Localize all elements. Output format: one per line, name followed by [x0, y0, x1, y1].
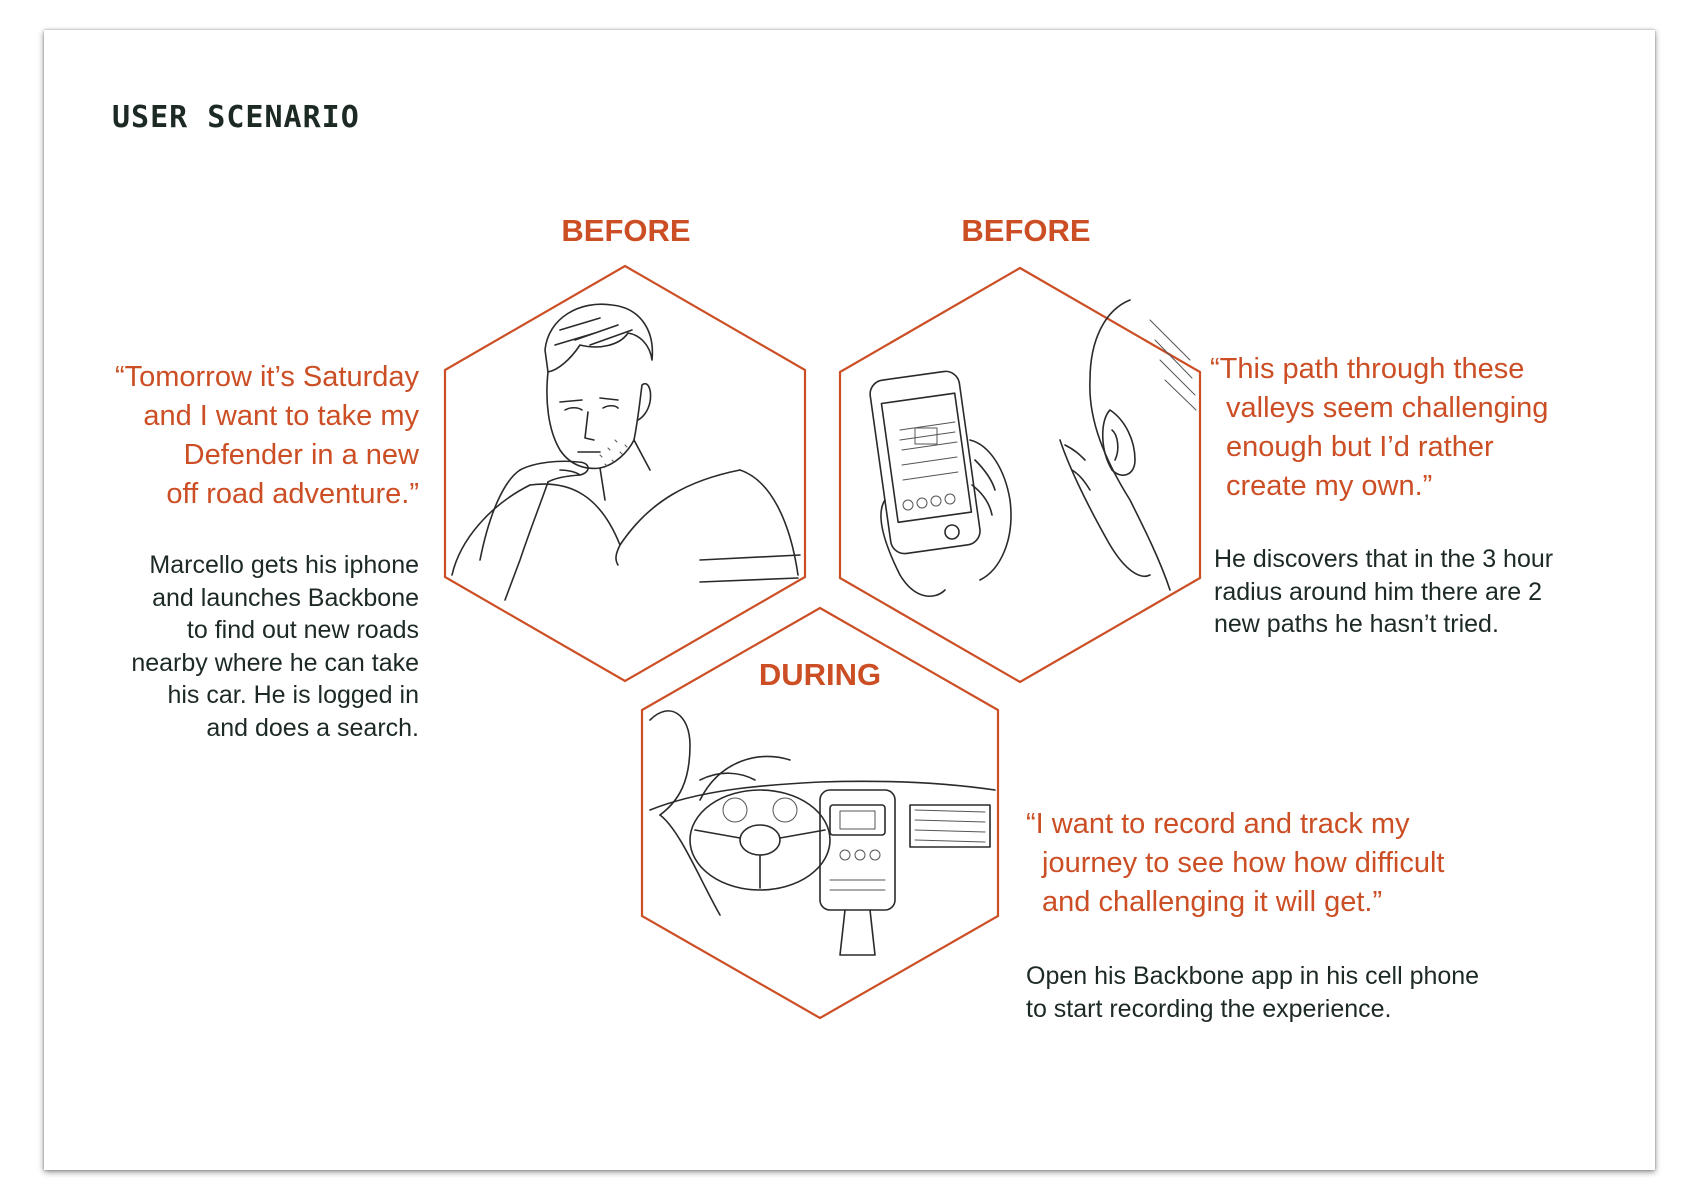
description-line: new paths he hasn’t tried.	[1214, 610, 1499, 638]
description-panel-3	[1026, 960, 1479, 1025]
description-line: and does a search.	[206, 713, 419, 742]
quote-panel-1	[115, 358, 419, 514]
description-line: to start recording the experience.	[1026, 994, 1392, 1023]
quote-line: create my own.”	[1226, 470, 1433, 502]
quote-line: off road adventure.”	[166, 478, 419, 510]
description-line: Marcello gets his iphone	[149, 551, 419, 579]
description-line: and launches Backbone	[152, 583, 419, 612]
quote-line: and challenging it will get.”	[1042, 886, 1383, 918]
page-title: USER SCENARIO	[112, 100, 360, 135]
quote-line: enough but I’d rather	[1226, 431, 1494, 463]
stage-label-before-2: BEFORE	[961, 213, 1091, 248]
stage-label-before-1: BEFORE	[561, 213, 691, 248]
description-line: his car. He is logged in	[167, 681, 419, 709]
description-line: radius around him there are 2	[1214, 577, 1542, 606]
description-panel-2	[1214, 543, 1553, 641]
stage-label-during: DURING	[758, 657, 882, 692]
quote-panel-2	[1210, 350, 1548, 506]
description-line: to find out new roads	[186, 616, 419, 644]
description-line: He discovers that in the 3 hour	[1214, 545, 1554, 573]
quote-line: journey to see how how difficult	[1042, 847, 1445, 879]
description-panel-1	[131, 549, 419, 744]
quote-line: valleys seem challenging	[1226, 392, 1549, 424]
quote-line: “Tomorrow it’s Saturday	[114, 361, 419, 393]
description-line: nearby where he can take	[131, 648, 419, 677]
quote-line: “This path through these	[1210, 353, 1525, 385]
quote-line: and I want to take my	[143, 400, 419, 432]
description-line: Open his Backbone app in his cell phone	[1026, 962, 1480, 990]
quote-panel-3	[1026, 805, 1444, 922]
quote-line: “I want to record and track my	[1026, 808, 1410, 840]
quote-line: Defender in a new	[183, 439, 419, 471]
